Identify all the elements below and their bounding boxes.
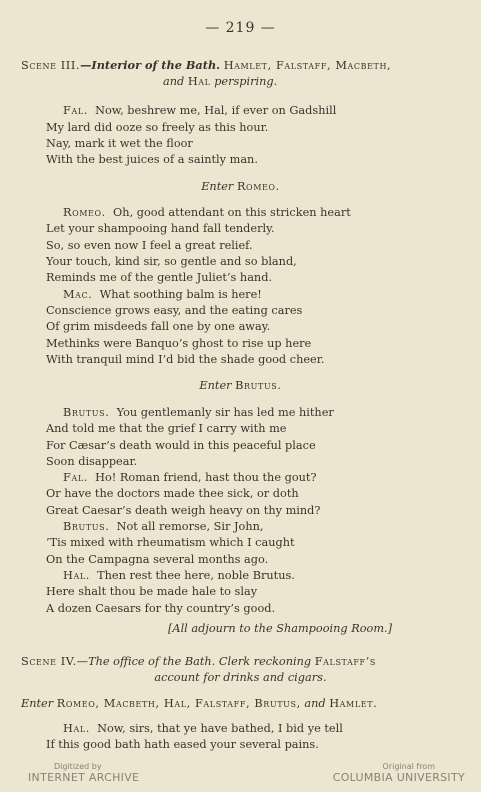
verse-line: My lard did ooze so freely as this hour. — [46, 121, 269, 134]
speech-line: Brutus. You gentlemanly sir has led me hither — [63, 406, 334, 419]
stage-direction-enter-romeo: Enter Romeo. — [201, 180, 280, 193]
speaker-name: Brutus. — [63, 406, 110, 419]
verse-line: With tranquil mind I’d bid the shade good cheer. — [46, 353, 325, 366]
scene-3-characters: Hamlet, Falstaff, Macbeth, — [223, 59, 392, 72]
speech-line: Hal. Now, sirs, that ye have bathed, I bid ye tell — [63, 722, 343, 735]
verse-line: Your touch, kind sir, so gentle and so bland, — [46, 255, 297, 268]
verse-line: Methinks were Banquo’s ghost to rise up here — [46, 337, 312, 350]
verse-line: With the best juices of a saintly man. — [46, 153, 258, 166]
stage-direction-enter-brutus: Enter Brutus. — [199, 379, 282, 392]
speech-line: Fal. Now, beshrew me, Hal, if ever on Gadshill — [63, 104, 337, 117]
verse-line: Nay, mark it wet the floor — [46, 137, 193, 150]
verse-line: If this good bath hath eased your several pains. — [46, 738, 319, 751]
verse-line: Let your shampooing hand fall tenderly. — [46, 222, 275, 235]
speaker-name: Hal. — [63, 722, 90, 735]
speech-line: Fal. Ho! Roman friend, hast thou the gout? — [63, 471, 317, 484]
verse-line: And told me that the grief I carry with me — [46, 422, 287, 435]
page-number: — 219 — — [205, 20, 276, 36]
speaker-name: Mac. — [63, 288, 93, 301]
stage-direction-enter-all: Enter Romeo, Macbeth, Hal, Falstaff, Brutus, and Hamlet. — [21, 697, 378, 710]
verse-line: For Cæsar’s death would in this peaceful place — [46, 439, 316, 452]
scene-3-title: —Interior of the Bath. — [80, 58, 221, 72]
verse-line: So, so even now I feel a great relief. — [46, 239, 253, 252]
speaker-name: Fal. — [63, 471, 88, 484]
verse-line: Or have the doctors made thee sick, or doth — [46, 487, 299, 500]
scene-4-label: Scene IV. — [21, 655, 77, 668]
speech-line: Brutus. Not all remorse, Sir John, — [63, 520, 264, 533]
verse-line: Here shalt thou be made hale to slay — [46, 585, 258, 598]
verse-line: Reminds me of the gentle Juliet’s hand. — [46, 271, 273, 284]
verse-line: Of grim misdeeds fall one by one away. — [46, 320, 271, 333]
verse-line: Conscience grows easy, and the eating cares — [46, 304, 303, 317]
verse-line: A dozen Caesars for thy country’s good. — [46, 602, 276, 615]
scene-4-heading: Scene IV.—The office of the Bath. Clerk reckoning Falstaff’s — [21, 655, 376, 668]
original-from-watermark: Original from COLUMBIA UNIVERSITY — [332, 762, 465, 784]
scene-4-title: —The office of the Bath. Clerk reckoning — [76, 655, 312, 668]
scene-3-heading — [21, 58, 391, 73]
verse-line: On the Campagna several months ago. — [46, 553, 269, 566]
stage-direction-adjourn: [All adjourn to the Shampooing Room.] — [168, 622, 393, 635]
verse-line: Soon disappear. — [46, 455, 138, 468]
speaker-name: Fal. — [63, 104, 88, 117]
speech-line: Hal. Then rest thee here, noble Brutus. — [63, 569, 295, 582]
speech-line: Mac. What soothing balm is here! — [63, 288, 262, 301]
speech-line: Romeo. Oh, good attendant on this stricken heart — [63, 206, 351, 219]
speaker-name: Romeo. — [63, 206, 106, 219]
verse-line: Great Caesar’s death weigh heavy on thy mind? — [46, 504, 321, 517]
scene-3-heading-line2: and Hal perspiring. — [163, 75, 278, 88]
speaker-name: Hal. — [63, 569, 90, 582]
digitized-by-watermark: Digitized by INTERNET ARCHIVE — [28, 762, 140, 784]
scene-3-label: Scene III. — [21, 59, 81, 72]
scene-4-heading-line2: account for drinks and cigars. — [154, 671, 327, 684]
verse-line: ’Tis mixed with rheumatism which I caught — [46, 536, 295, 549]
speaker-name: Brutus. — [63, 520, 110, 533]
